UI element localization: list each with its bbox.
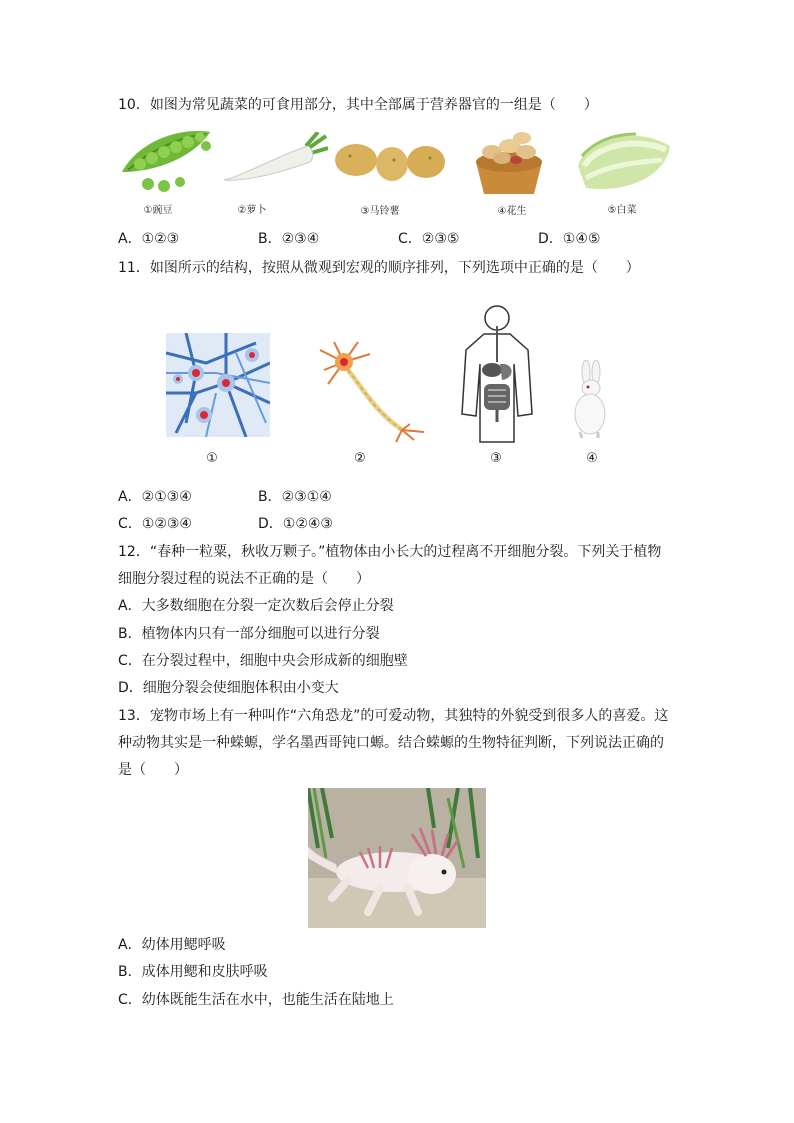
label-3: ③ xyxy=(490,451,502,466)
q13-stem-line1: 13．宠物市场上有一种叫作“六角恐龙”的可爱动物，其独特的外貌受到很多人的喜爱。这 xyxy=(118,708,669,724)
q13-option-c[interactable]: C．幼体既能生活在水中，也能生活在陆地上 xyxy=(118,992,394,1008)
label-4: ④ xyxy=(586,451,598,466)
q10-option-a[interactable]: A．①②③ xyxy=(118,231,180,247)
chinese-cabbage-image xyxy=(576,126,672,196)
potato-caption: ③马铃薯 xyxy=(360,206,400,217)
q12-option-b[interactable]: B．植物体内只有一部分细胞可以进行分裂 xyxy=(118,626,380,642)
radish-caption: ②萝卜 xyxy=(237,205,267,216)
neuron-cell-image xyxy=(314,340,426,444)
q12-stem-line2: 细胞分裂过程的说法不正确的是（ ） xyxy=(118,571,370,587)
q10-stem: 10．如图为常见蔬菜的可食用部分，其中全部属于营养器官的一组是（ ） xyxy=(118,97,598,113)
q11-stem: 11．如图所示的结构，按照从微观到宏观的顺序排列，下列选项中正确的是（ ） xyxy=(118,260,640,276)
q11-option-c[interactable]: C．①②③④ xyxy=(118,516,192,532)
pea-pod-image xyxy=(118,122,216,194)
q11-option-a[interactable]: A．②①③④ xyxy=(118,489,192,505)
nerve-tissue-image xyxy=(166,333,270,437)
label-1: ① xyxy=(206,451,218,466)
q10-option-c[interactable]: C．②③⑤ xyxy=(398,231,460,247)
peanut-caption: ④花生 xyxy=(497,206,527,217)
human-organ-system-image xyxy=(458,304,536,444)
pea-caption: ①豌豆 xyxy=(143,205,173,216)
axolotl-photo xyxy=(308,788,486,928)
rabbit-image xyxy=(568,360,612,440)
radish-image xyxy=(222,132,328,188)
cabbage-caption: ⑤白菜 xyxy=(607,205,637,216)
q12-stem-line1: 12．“春种一粒粟，秋收万颗子。”植物体由小长大的过程离不开细胞分裂。下列关于植物 xyxy=(118,544,662,560)
q13-stem-line2: 种动物其实是一种蝾螈，学名墨西哥钝口螈。结合蝾螈的生物特征判断，下列说法正确的 xyxy=(118,735,664,751)
q12-option-d[interactable]: D．细胞分裂会使细胞体积由小变大 xyxy=(118,680,339,696)
q11-option-b[interactable]: B．②③①④ xyxy=(258,489,332,505)
q13-option-a[interactable]: A．幼体用鳃呼吸 xyxy=(118,937,226,953)
q10-option-d[interactable]: D．①④⑤ xyxy=(538,231,601,247)
q13-stem-line3: 是（ ） xyxy=(118,762,188,778)
q12-option-c[interactable]: C．在分裂过程中，细胞中央会形成新的细胞壁 xyxy=(118,653,408,669)
q10-option-b[interactable]: B．②③④ xyxy=(258,231,320,247)
q12-option-a[interactable]: A．大多数细胞在分裂一定次数后会停止分裂 xyxy=(118,598,394,614)
peanut-image xyxy=(472,126,546,198)
potato-image xyxy=(334,138,446,184)
q13-option-b[interactable]: B．成体用鳃和皮肤呼吸 xyxy=(118,964,268,980)
label-2: ② xyxy=(354,451,366,466)
q11-option-d[interactable]: D．①②④③ xyxy=(258,516,333,532)
